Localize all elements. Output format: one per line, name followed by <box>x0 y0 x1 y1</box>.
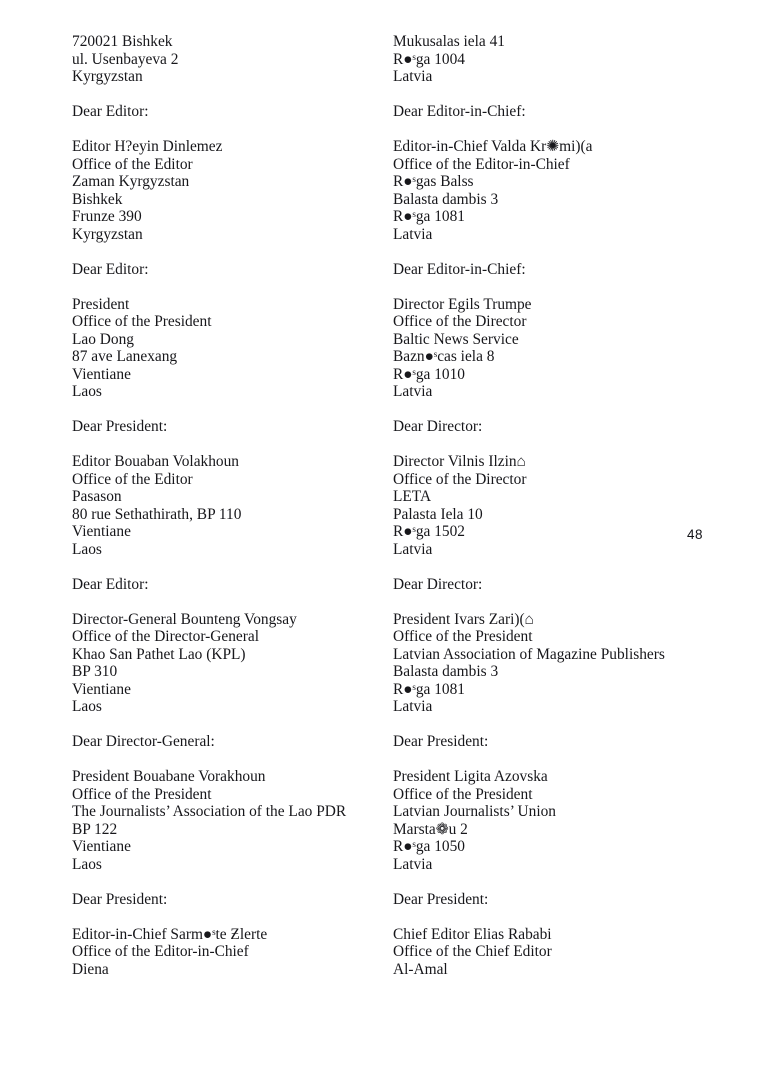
address-line: Balasta dambis 3 <box>393 663 499 680</box>
salutation <box>393 418 753 436</box>
address-line: Office of the Director <box>393 470 527 488</box>
address-line: Mukusalas iela 41 <box>393 33 505 50</box>
salutation-line: Dear Director: <box>393 418 483 435</box>
address-line: Office of the President <box>72 313 212 330</box>
address-line: R●ˢgas Balss <box>393 173 474 190</box>
address-line: Vientiane <box>72 838 131 855</box>
salutation <box>72 891 392 909</box>
address-line: Office of the President <box>72 785 212 803</box>
address-line: Vientiane <box>72 523 131 540</box>
address-line: Laos <box>72 855 102 873</box>
address-line: Editor H?eyin Dinlemez <box>72 138 223 155</box>
salutation-line: Dear Editor-in-Chief: <box>393 260 526 278</box>
address-line: BP 122 <box>72 820 118 838</box>
address-line: Laos <box>72 383 102 400</box>
address-block <box>393 611 753 716</box>
address-line: 720021 Bishkek <box>72 33 173 50</box>
address-line: President <box>72 295 130 313</box>
salutation <box>72 103 392 121</box>
address-block <box>393 453 753 558</box>
address-line: Baltic News Service <box>393 330 519 348</box>
address-block <box>72 926 392 979</box>
address-line: 80 rue Sethathirath, BP 110 <box>72 505 242 523</box>
address-line: Vientiane <box>72 365 131 383</box>
address-line: The Journalists’ Association of the Lao PDR <box>72 803 347 820</box>
address-line: Editor-in-Chief Sarm●ˢte Ƶlerte <box>72 925 268 943</box>
salutation <box>393 261 753 279</box>
address-line: R●ˢga 1081 <box>393 680 465 698</box>
address-line: Kyrgyzstan <box>72 225 143 243</box>
address-line: President Ivars Zari)(⌂ <box>393 610 534 628</box>
address-line: Al-Amal <box>393 960 448 978</box>
address-line: Office of the Editor <box>72 155 193 173</box>
address-line: President Ligita Azovska <box>393 768 548 785</box>
salutation <box>72 576 392 594</box>
salutation <box>393 576 753 594</box>
address-line: Chief Editor Elias Rababi <box>393 925 552 943</box>
address-line: Director Vilnis Ilzin⌂ <box>393 453 526 470</box>
address-block <box>393 138 753 243</box>
address-line: Khao San Pathet Lao (KPL) <box>72 645 246 663</box>
address-line: Laos <box>72 540 102 558</box>
address-line: Frunze 390 <box>72 208 142 225</box>
address-block <box>393 768 753 873</box>
address-line: R●ˢga 1081 <box>393 208 465 225</box>
address-line: Office of the President <box>393 628 533 645</box>
address-block <box>72 453 392 558</box>
address-block <box>72 138 392 243</box>
salutation-line: Dear President: <box>72 890 168 908</box>
address-line: Latvia <box>393 225 433 243</box>
salutation-line: Dear Editor: <box>72 103 149 120</box>
salutation-line: Dear Director-General: <box>72 733 215 750</box>
address-line: ul. Usenbayeva 2 <box>72 50 179 68</box>
address-line: Balasta dambis 3 <box>393 190 499 208</box>
address-block <box>393 296 753 401</box>
address-block <box>393 926 753 979</box>
address-line: Editor-in-Chief Valda Kr✺mi)(a <box>393 138 593 155</box>
address-line: Latvian Journalists’ Union <box>393 803 556 820</box>
address-line: President Bouabane Vorakhoun <box>72 768 266 785</box>
address-line: Office of the Editor-in-Chief <box>72 943 249 960</box>
address-line: Bazn●ˢcas iela 8 <box>393 348 495 365</box>
address-line: Lao Dong <box>72 330 134 348</box>
address-line: 87 ave Lanexang <box>72 348 178 365</box>
salutation <box>393 103 753 121</box>
address-line: Marsta❁u 2 <box>393 820 468 838</box>
salutation-line: Dear Director: <box>393 575 483 593</box>
address-line: R●ˢga 1004 <box>393 50 465 68</box>
address-line: Bishkek <box>72 190 123 208</box>
address-line: Kyrgyzstan <box>72 68 143 85</box>
salutation <box>72 733 392 751</box>
address-line: Latvia <box>393 540 433 558</box>
address-line: Latvia <box>393 855 433 873</box>
address-line: Office of the Editor <box>72 470 193 488</box>
address-line: Director Egils Trumpe <box>393 295 532 313</box>
address-line: Diena <box>72 960 109 978</box>
salutation-line: Dear President: <box>393 890 489 908</box>
salutation-line: Dear Editor: <box>72 260 149 278</box>
address-line: Office of the Director <box>393 313 527 330</box>
address-line: Latvia <box>393 68 433 85</box>
salutation-line: Dear Editor: <box>72 575 149 593</box>
address-line: Latvia <box>393 383 433 400</box>
salutation-line: Dear President: <box>393 733 489 750</box>
salutation <box>393 891 753 909</box>
salutation <box>72 261 392 279</box>
address-block <box>72 33 392 86</box>
address-line: Latvia <box>393 698 433 715</box>
address-line: Office of the Chief Editor <box>393 943 552 960</box>
address-line: BP 310 <box>72 663 118 680</box>
address-line: Vientiane <box>72 680 131 698</box>
address-line: Editor Bouaban Volakhoun <box>72 453 240 470</box>
salutation <box>72 418 392 436</box>
address-line: R●ˢga 1010 <box>393 365 465 383</box>
address-line: Zaman Kyrgyzstan <box>72 173 190 190</box>
address-line: Laos <box>72 698 102 715</box>
address-line: R●ˢga 1502 <box>393 523 465 540</box>
page-number: 48 <box>687 527 704 542</box>
right-column <box>393 33 753 996</box>
address-line: R●ˢga 1050 <box>393 838 465 855</box>
address-line: Office of the Director-General <box>72 628 259 645</box>
address-line: Office of the Editor-in-Chief <box>393 155 570 173</box>
address-line: LETA <box>393 488 432 505</box>
address-line: Palasta Iela 10 <box>393 505 483 523</box>
address-block <box>72 296 392 401</box>
left-column <box>72 33 392 996</box>
salutation <box>393 733 753 751</box>
address-line: Pasason <box>72 488 122 505</box>
address-line: Office of the President <box>393 785 533 803</box>
address-block <box>72 611 392 716</box>
address-line: Latvian Association of Magazine Publishers <box>393 645 665 663</box>
address-block <box>72 768 392 873</box>
salutation-line: Dear Editor-in-Chief: <box>393 103 526 120</box>
salutation-line: Dear President: <box>72 418 168 435</box>
address-line: Director-General Bounteng Vongsay <box>72 610 297 628</box>
address-block <box>393 33 753 86</box>
